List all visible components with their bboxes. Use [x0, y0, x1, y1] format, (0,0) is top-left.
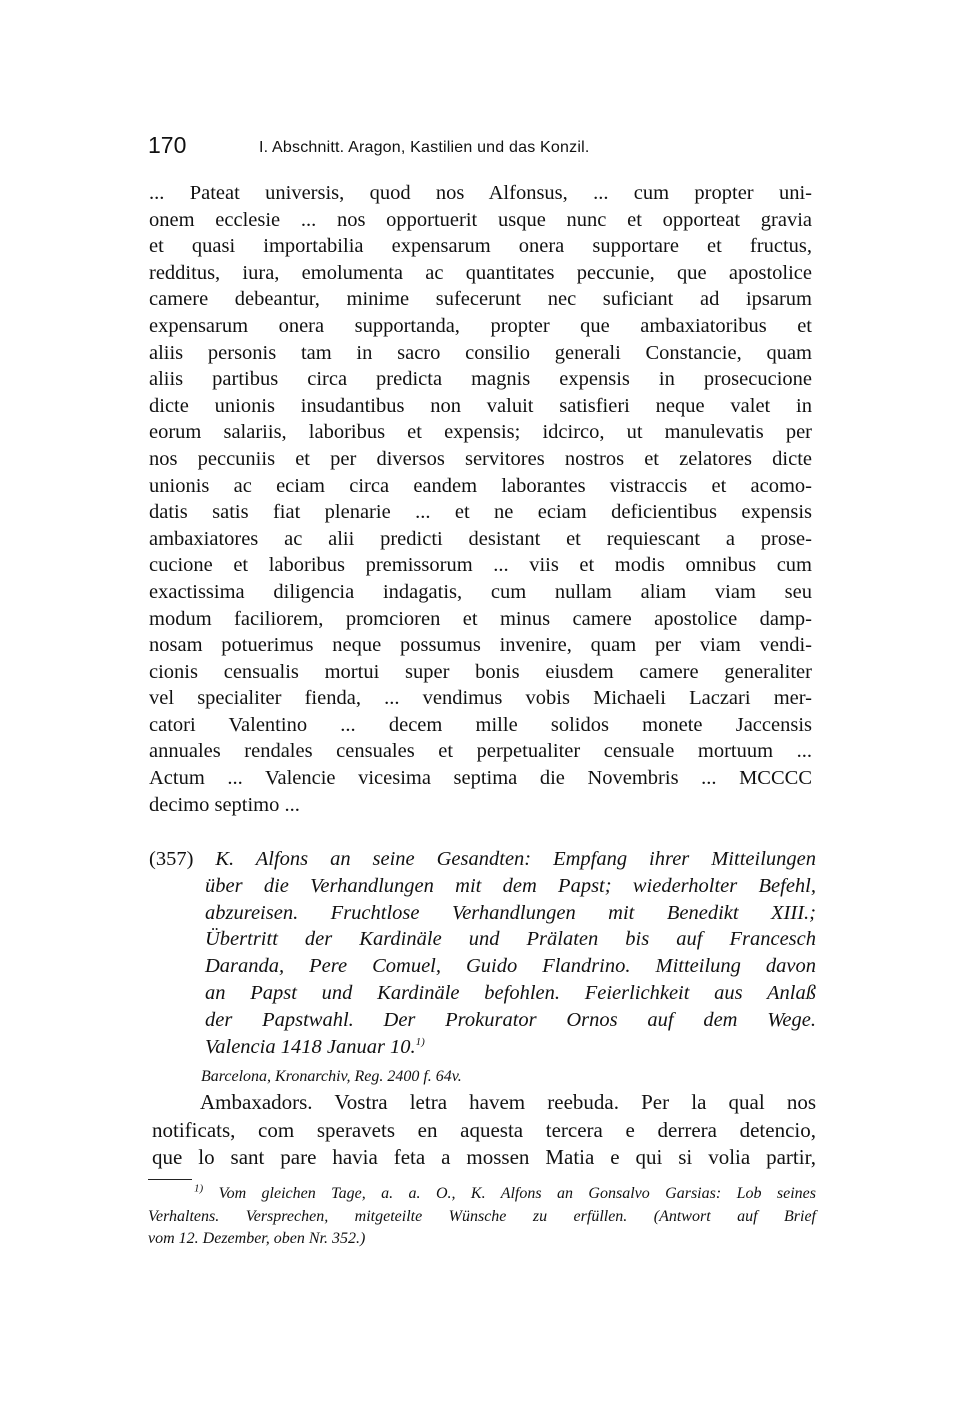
- document-heading: [149, 846, 816, 1060]
- charter-text: [149, 180, 812, 818]
- charter-line: et quasi importabilia expensarum onera supportare et fructus,: [149, 235, 812, 258]
- document-date-line: [149, 1034, 816, 1061]
- archive-reference: Barcelona, Kronarchiv, Reg. 2400 f. 64v.: [201, 1068, 462, 1085]
- charter-line: cucione et laboribus premissorum ... viis et modis omnibus cum: [149, 554, 812, 577]
- footnote-divider: [148, 1179, 192, 1180]
- letter-line: Ambaxadors. Vostra letra havem reebuda. Per la qual nos: [200, 1090, 816, 1114]
- document-date: Valencia 1418 Januar 10.: [205, 1035, 416, 1058]
- charter-line: nos peccuniis et per diversos servitores nostros et zelatores dicte: [149, 447, 812, 470]
- footnote-text: Vom gleichen Tage, a. a. O., K. Alfons an Gonsalvo Garsias: Lob seines: [218, 1185, 817, 1202]
- running-head: I. Abschnitt. Aragon, Kastilien und das Konzil.: [259, 139, 590, 156]
- document-heading-line: abzureisen. Fruchtlose Verhandlungen mit Benedikt XIII.;: [205, 901, 816, 924]
- document-heading-line: über die Verhandlungen mit dem Papst; wiederholter Befehl,: [205, 874, 816, 897]
- charter-line: vel specialiter fienda, ... vendimus vobis Michaeli Laczari mer-: [149, 687, 812, 710]
- document-heading-line: Daranda, Pere Comuel, Guido Flandrino. Mitteilung davon: [205, 955, 816, 978]
- charter-line: datis satis fiat plenarie ... et ne eciam deficientibus expensis: [149, 501, 812, 524]
- charter-line: camere debeantur, minime sufecerunt nec suficiant ad ipsarum: [149, 288, 812, 311]
- document-heading-line: [149, 846, 816, 873]
- charter-line: catori Valentino ... decem mille solidos monete Jaccensis: [149, 713, 812, 736]
- document-heading-line: Übertritt der Kardinäle und Prälaten bis auf Francesch: [205, 928, 816, 951]
- document-heading-line: an Papst und Kardinäle befohlen. Feierlichkeit aus Anlaß: [205, 981, 816, 1004]
- charter-line: Actum ... Valencie vicesima septima die Novembris ... MCCCC: [149, 767, 812, 790]
- footnote: [148, 1183, 816, 1251]
- charter-line: decimo septimo ...: [149, 793, 300, 816]
- page-number: 170: [148, 132, 187, 158]
- letter-line: notificats, com speravets en aquesta tercera e derrera detencio,: [152, 1117, 816, 1142]
- charter-line: aliis personis tam in sacro consilio generali Constancie, quam: [149, 341, 812, 364]
- footnote-marker: 1): [194, 1182, 204, 1195]
- footnote-line: Verhaltens. Versprechen, mitgeteilte Wünsche zu erfüllen. (Antwort auf Brief: [148, 1207, 816, 1225]
- document-heading-line: der Papstwahl. Der Prokurator Ornos auf dem Wege.: [205, 1008, 816, 1031]
- charter-line: redditus, iura, emolumenta ac quantitates peccunie, que apostolice: [149, 261, 812, 284]
- charter-line: onem ecclesie ... nos opportuerit usque nunc et opporteat gravia: [149, 208, 812, 231]
- charter-line: exactissima diligencia indagatis, cum nullam aliam viam seu: [149, 580, 812, 603]
- letter-text: [152, 1089, 816, 1172]
- charter-line: ambaxiatores ac alii predicti desistant et requiescant a prose-: [149, 527, 812, 550]
- footnote-line: vom 12. Dezember, oben Nr. 352.): [148, 1230, 366, 1247]
- footnote-line: [148, 1183, 816, 1206]
- charter-line: eorum salariis, laboribus et expensis; idcirco, ut manulevatis per: [149, 421, 812, 444]
- page-header: [148, 132, 820, 166]
- charter-line: aliis partibus circa predicta magnis expensis in prosecucione: [149, 368, 812, 391]
- letter-line: que lo sant pare havia feta a mossen Matia e qui si volia partir,: [152, 1145, 816, 1169]
- footnote-reference: 1): [415, 1035, 425, 1048]
- charter-line: nosam potuerimus neque possumus invenire, quam per viam vendi-: [149, 634, 812, 657]
- charter-line: unionis ac eciam circa eandem laborantes vistraccis et acomo-: [149, 474, 812, 497]
- charter-line: modum faciliorem, promcioren et minus camere apostolice damp-: [149, 607, 812, 630]
- document-title: K. Alfons an seine Gesandten: Empfang ihrer Mitteilungen: [215, 848, 816, 870]
- charter-line: annuales rendales censuales et perpetualiter censuale mortuum ...: [149, 740, 812, 763]
- charter-line: dicte unionis insudantibus non valuit satisfieri neque valet in: [149, 394, 812, 417]
- charter-line: cionis censualis mortui super bonis eiusdem camere generaliter: [149, 660, 812, 683]
- document-number: (357): [149, 848, 194, 870]
- charter-line: expensarum onera supportanda, propter que ambaxiatoribus et: [149, 314, 812, 337]
- charter-line: ... Pateat universis, quod nos Alfonsus, ... cum propter uni-: [149, 182, 812, 204]
